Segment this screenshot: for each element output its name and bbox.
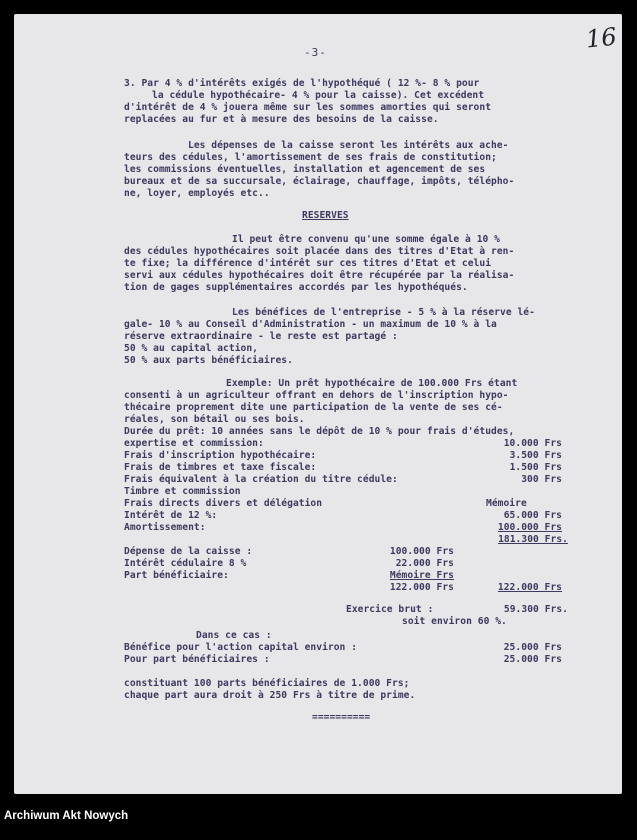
folio-number: 16: [584, 22, 618, 54]
frais-amount: 300 Frs: [521, 474, 562, 485]
benefice-amount: 25.000 Frs: [503, 654, 562, 665]
depense-amount: 22.000 Frs: [395, 558, 454, 569]
reserves-line: des cédules hypothécaires soit placée dans des titres d'Etat à ren-: [124, 246, 515, 257]
frais-label: Frais directs divers et délégation: [124, 498, 323, 509]
benefice-label: Pour part bénéficiaires :: [124, 654, 270, 665]
soit-environ: soit environ 60 %.: [402, 616, 507, 627]
frais-label: Frais de timbres et taxe fiscale:: [124, 462, 317, 473]
depense-amount: 100.000 Frs: [389, 546, 454, 557]
reserves-line: Il peut être convenu qu'une somme égale à 10 %: [232, 234, 500, 245]
depense-total: 122.000 Frs: [497, 582, 562, 593]
frais-label: Intérêt de 12 %:: [124, 510, 218, 521]
archive-label: Archiwum Akt Nowych: [4, 810, 129, 822]
conclusion-line: chaque part aura droit à 250 Frs à titre de prime.: [124, 690, 416, 701]
exemple-line: Durée du prêt: 10 années sans le dépôt de 10 % pour frais d'études,: [124, 426, 515, 437]
frais-label: expertise et commission:: [124, 438, 264, 449]
depense-amount: Mémoire Frs: [389, 570, 454, 581]
frais-label: Timbre et commission: [124, 486, 241, 497]
depense-label: Dépense de la caisse :: [124, 546, 253, 557]
benefices-line: gale- 10 % au Conseil d'Administration - un maximum de 10 % à la: [124, 319, 497, 330]
exercice-brut-amount: 59.300 Frs.: [503, 604, 568, 615]
para3-line: la cédule hypothécaire- 4 % pour la caisse). Cet excédent: [152, 90, 485, 101]
page-number: -3-: [304, 46, 327, 59]
benefices-line: réserve extraordinaire - le reste est partagé :: [124, 331, 398, 342]
frais-amount: 10.000 Frs: [503, 438, 562, 449]
reserves-line: servi aux cédules hypothécaires doit être récupérée par la réalisa-: [124, 270, 515, 281]
exemple-line: Exemple: Un prêt hypothécaire de 100.000 Frs étant: [226, 378, 518, 389]
archive-footer: [0, 794, 637, 840]
exercice-brut-label: Exercice brut :: [346, 604, 434, 615]
conclusion-line: constituant 100 parts bénéficiaires de 1.000 Frs;: [124, 678, 410, 689]
frais-amount: 3.500 Frs: [509, 450, 562, 461]
dans-ce-cas: Dans ce cas :: [196, 630, 272, 641]
benefices-line: Les bénéfices de l'entreprise - 5 % à la réserve lé-: [232, 307, 535, 318]
benefice-label: Bénéfice pour l'action capital environ :: [124, 642, 358, 653]
frais-amount: 65.000 Frs: [503, 510, 562, 521]
frais-label: Frais équivalent à la création du titre cédule:: [124, 474, 398, 485]
frais-label: Frais d'inscription hypothécaire:: [124, 450, 317, 461]
benefices-line: 50 % au capital action,: [124, 343, 258, 354]
reserves-heading: RESERVES: [302, 210, 349, 221]
exemple-line: consenti à un agriculteur offrant en dehors de l'inscription hypo-: [124, 390, 509, 401]
para3-line: replacées au fur et à mesure des besoins de la caisse.: [124, 114, 439, 125]
frais-total: 181.300 Frs.: [498, 534, 568, 545]
frais-amount: 1.500 Frs: [509, 462, 562, 473]
para3-line: 3. Par 4 % d'intérêts exigés de l'hypothéqué ( 12 %- 8 % pour: [124, 78, 480, 89]
depenses-line: bureaux et de sa succursale, éclairage, chauffage, impôts, télépho-: [124, 176, 515, 187]
depenses-line: les commissions éventuelles, installation et agencement de ses: [124, 164, 486, 175]
depense-label: Part bénéficiaire:: [124, 570, 229, 581]
depenses-line: Les dépenses de la caisse seront les intérêts aux ache-: [188, 140, 509, 151]
frais-label: Amortissement:: [124, 522, 206, 533]
end-mark: ==========: [312, 712, 371, 723]
depenses-line: teurs des cédules, l'amortissement de ses frais de constitution;: [124, 152, 497, 163]
reserves-line: tion de gages supplémentaires accordés par les hypothéqués.: [124, 282, 468, 293]
frais-amount: Mémoire: [486, 498, 527, 509]
depenses-line: ne, loyer, employés etc..: [124, 188, 270, 199]
reserves-line: te fixe; la différence d'intérêt sur ces titres d'Etat et celui: [124, 258, 492, 269]
depense-subtotal: 122.000 Frs: [389, 582, 454, 593]
benefices-line: 50 % aux parts bénéficiaires.: [124, 355, 293, 366]
para3-line: d'intérêt de 4 % jouera même sur les sommes amorties qui seront: [124, 102, 492, 113]
depense-label: Intérêt cédulaire 8 %: [124, 558, 247, 569]
frais-amount: 100.000 Frs: [497, 522, 562, 533]
exemple-line: thécaire proprement dite une participation de la vente de ses cé-: [124, 402, 503, 413]
exemple-line: réales, son bétail ou ses bois.: [124, 414, 305, 425]
benefice-amount: 25.000 Frs: [503, 642, 562, 653]
